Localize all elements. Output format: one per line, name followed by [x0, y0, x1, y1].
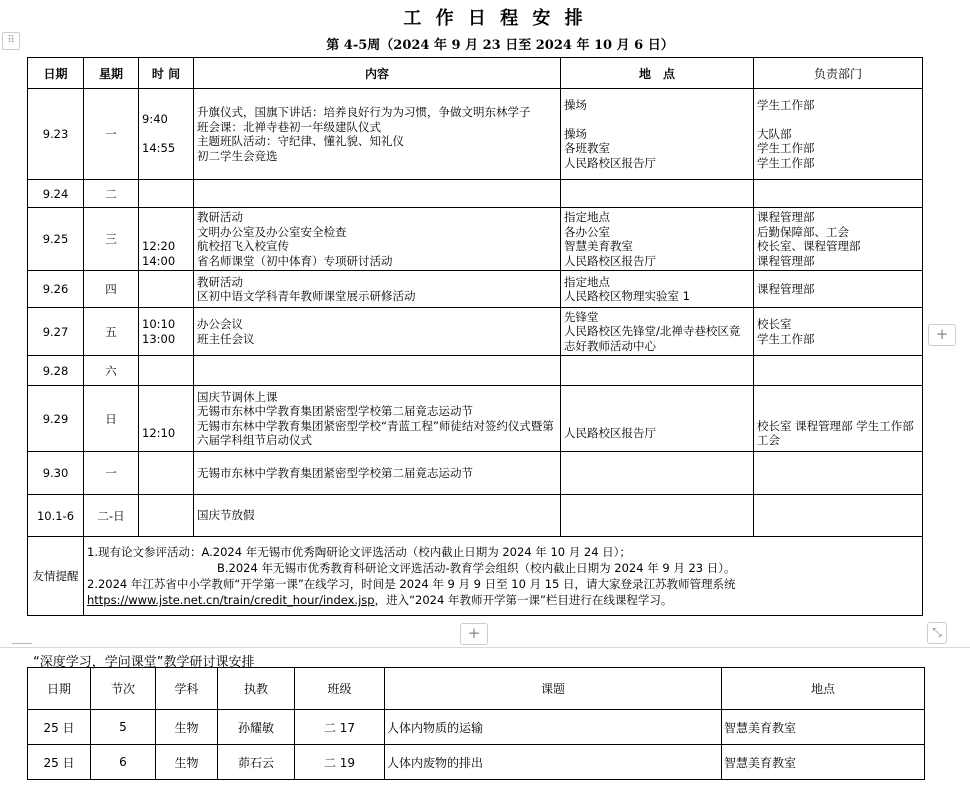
notice-content	[84, 537, 923, 616]
row-time: 12:10	[139, 386, 194, 452]
lesson-period: 5	[91, 710, 156, 745]
row-dept	[754, 495, 923, 537]
expand-table-icon[interactable]: ⤡	[927, 622, 947, 644]
lesson-date: 25 日	[28, 710, 91, 745]
row-weekday: 六	[84, 356, 139, 386]
row-time	[139, 495, 194, 537]
doc-title: 工 作 日 程 安 排	[403, 8, 587, 29]
header-time: 时 间	[139, 58, 194, 89]
header-date: 日期	[28, 58, 84, 89]
drag-handle-icon[interactable]: ⠿	[2, 32, 20, 50]
lesson-teacher: 孙耀敏	[218, 710, 295, 745]
row-location: 人民路校区报告厅	[561, 386, 754, 452]
lesson-location: 智慧美育教室	[722, 745, 925, 780]
row-dept	[754, 180, 923, 208]
row-weekday: 一	[84, 89, 139, 180]
header-location: 地 点	[561, 58, 754, 89]
notice-link[interactable]: https://www.jste.net.cn/train/credit_hour/index.jsp	[87, 593, 375, 607]
row-dept	[754, 452, 923, 495]
row-date: 9.28	[28, 356, 84, 386]
doc-subtitle: 第 4-5周（2024 年 9 月 23 日至 2024 年 10 月 6 日）	[326, 38, 674, 53]
row-location	[561, 495, 754, 537]
schedule-table	[27, 57, 923, 616]
row-dept: 课程管理部 后勤保障部、工会 校长室、课程管理部 课程管理部	[754, 208, 923, 271]
lesson-table	[27, 667, 925, 780]
notice-row	[28, 537, 923, 616]
notice-label: 友情提醒	[28, 537, 84, 616]
header-weekday: 星期	[84, 58, 139, 89]
row-location: 指定地点 人民路校区物理实验室 1	[561, 271, 754, 308]
lesson-class: 二 19	[295, 745, 385, 780]
row-time: 9:40 14:55	[139, 89, 194, 180]
notice-line-4-text: ，进入“2024 年教师开学第一课”栏目进行在线课程学习。	[374, 593, 673, 607]
lesson-subject: 生物	[156, 745, 218, 780]
row-content: 升旗仪式，国旗下讲话：培养良好行为为习惯，争做文明东林学子 班会课：北禅寺巷初一年级建队仪式 主题班队活动：守纪律、懂礼貌、知礼仪 初二学生会竞选	[194, 89, 561, 180]
table-row	[28, 386, 923, 452]
row-location	[561, 180, 754, 208]
lesson-header-topic: 课题	[385, 668, 722, 710]
table-row	[28, 452, 923, 495]
row-content	[194, 356, 561, 386]
table-row	[28, 308, 923, 356]
row-date: 9.24	[28, 180, 84, 208]
table-row	[28, 208, 923, 271]
header-content: 内容	[194, 58, 561, 89]
row-content: 无锡市东林中学教育集团紧密型学校第二届竟志运动节	[194, 452, 561, 495]
lesson-class: 二 17	[295, 710, 385, 745]
lesson-header-teacher: 执教	[218, 668, 295, 710]
table-row	[28, 710, 925, 745]
section-divider	[0, 647, 970, 648]
lesson-teacher: 茆石云	[218, 745, 295, 780]
header-dept: 负责部门	[754, 58, 923, 89]
row-weekday: 二-日	[84, 495, 139, 537]
row-weekday: 四	[84, 271, 139, 308]
row-weekday: 二	[84, 180, 139, 208]
table-row	[28, 89, 923, 180]
row-date: 9.30	[28, 452, 84, 495]
row-location: 先锋堂 人民路校区先锋堂/北禅寺巷校区竟志好教师活动中心	[561, 308, 754, 356]
row-dept: 学生工作部 大队部 学生工作部 学生工作部	[754, 89, 923, 180]
row-content: 国庆节放假	[194, 495, 561, 537]
row-dept: 校长室 学生工作部	[754, 308, 923, 356]
row-dept: 课程管理部	[754, 271, 923, 308]
schedule-header-row	[28, 58, 923, 89]
row-time: 10:10 13:00	[139, 308, 194, 356]
lesson-subject: 生物	[156, 710, 218, 745]
row-time	[139, 271, 194, 308]
row-location: 指定地点 各办公室 智慧美育教室 人民路校区报告厅	[561, 208, 754, 271]
row-weekday: 五	[84, 308, 139, 356]
row-date: 9.26	[28, 271, 84, 308]
row-content: 国庆节调休上课 无锡市东林中学教育集团紧密型学校第二届竟志运动节 无锡市东林中学教育集团紧密型学校“青蓝工程”师徒结对签约仪式暨第六届学科组节启动仪式	[194, 386, 561, 452]
row-dept	[754, 356, 923, 386]
notice-line-3: 2.2024 年江苏省中小学教师“开学第一课”在线学习，时间是 2024 年 9 月 9 日至 10 月 15 日，请大家登录江苏教师管理系统	[87, 577, 736, 591]
row-location	[561, 452, 754, 495]
row-location	[561, 356, 754, 386]
lesson-topic: 人体内物质的运输	[385, 710, 722, 745]
notice-line-4	[87, 592, 919, 608]
row-time	[139, 356, 194, 386]
row-content: 办公会议 班主任会议	[194, 308, 561, 356]
lesson-period: 6	[91, 745, 156, 780]
row-time: 12:20 14:00	[139, 208, 194, 271]
lesson-header-class: 班级	[295, 668, 385, 710]
row-content: 教研活动 区初中语文学科青年教师课堂展示研修活动	[194, 271, 561, 308]
row-time	[139, 452, 194, 495]
lesson-header-subject: 学科	[156, 668, 218, 710]
lesson-location: 智慧美育教室	[722, 710, 925, 745]
row-date: 9.25	[28, 208, 84, 271]
add-column-icon[interactable]: +	[928, 324, 956, 346]
row-date: 9.23	[28, 89, 84, 180]
row-dept: 校长室 课程管理部 学生工作部 工会	[754, 386, 923, 452]
lesson-date: 25 日	[28, 745, 91, 780]
section-divider-handle	[12, 643, 32, 644]
notice-line-2: B.2024 年无锡市优秀教育科研论文评选活动-教育学会组织（校内截止日期为 2024 年 9 月 23 日）。	[217, 561, 736, 575]
lesson-header-row	[28, 668, 925, 710]
row-date: 10.1-6	[28, 495, 84, 537]
lesson-topic: 人体内废物的排出	[385, 745, 722, 780]
row-date: 9.27	[28, 308, 84, 356]
row-location: 操场 操场 各班教室 人民路校区报告厅	[561, 89, 754, 180]
table-row	[28, 356, 923, 386]
table-row	[28, 271, 923, 308]
row-content	[194, 180, 561, 208]
table-row	[28, 180, 923, 208]
row-weekday: 日	[84, 386, 139, 452]
lesson-header-date: 日期	[28, 668, 91, 710]
row-time	[139, 180, 194, 208]
lesson-header-location: 地点	[722, 668, 925, 710]
row-weekday: 三	[84, 208, 139, 271]
table-row	[28, 495, 923, 537]
row-date: 9.29	[28, 386, 84, 452]
notice-line-1: 1.现有论文参评活动：A.2024 年无锡市优秀陶研论文评选活动（校内截止日期为 2024 年 10 月 24 日）；	[87, 545, 631, 559]
lesson-header-period: 节次	[91, 668, 156, 710]
section2-title: “深度学习，学问课堂”教学研讨课安排	[33, 655, 255, 670]
add-row-icon[interactable]: +	[460, 623, 488, 645]
row-content: 教研活动 文明办公室及办公室安全检查 航校招飞入校宣传 省名师课堂（初中体育）专项研讨活动	[194, 208, 561, 271]
row-weekday: 一	[84, 452, 139, 495]
table-row	[28, 745, 925, 780]
